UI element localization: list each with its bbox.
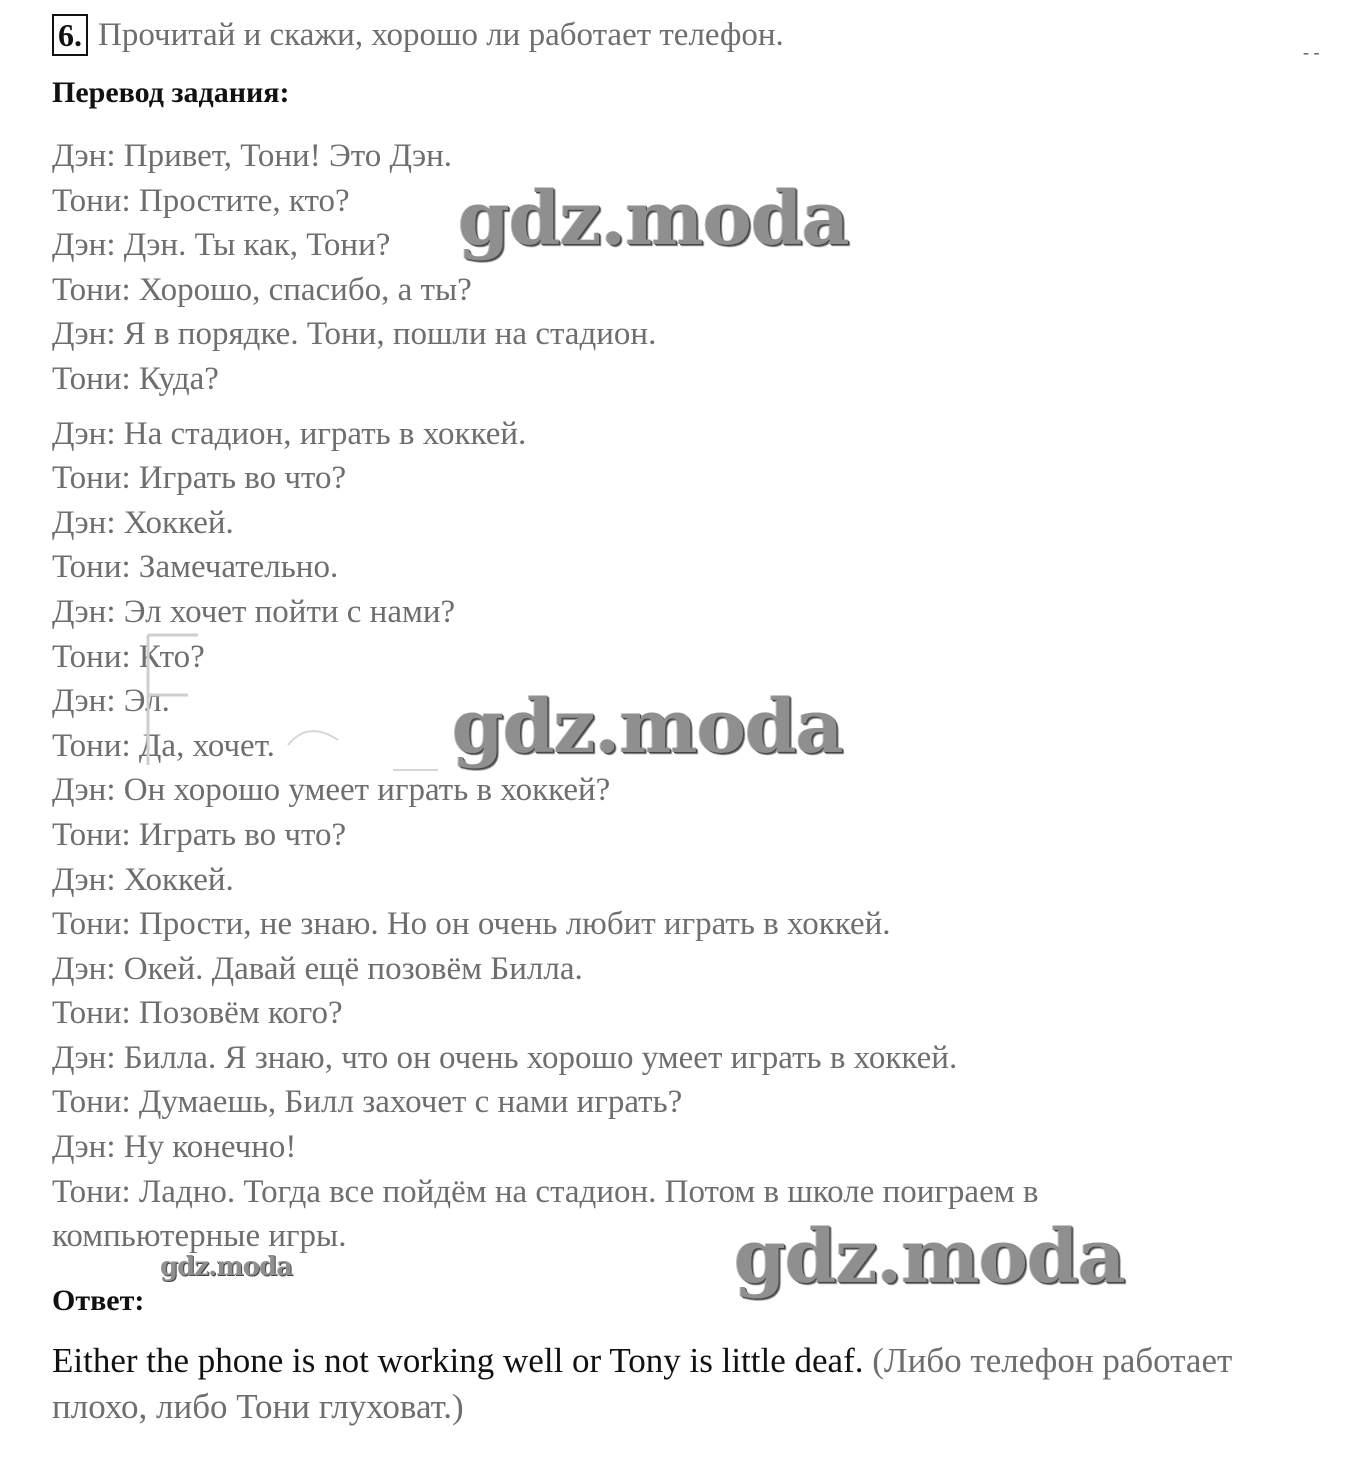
dialogue-line: Тони: Хорошо, спасибо, а ты? (52, 271, 472, 308)
dialogue-line: Тони: Да, хочет. (52, 727, 275, 764)
faint-logo-graphic (138, 625, 458, 775)
dialogue-line: Тони: Прости, не знаю. Но он очень любит играть в хоккей. (52, 906, 891, 943)
task-instruction: Прочитай и скажи, хорошо ли работает телефон. (98, 16, 784, 53)
dialogue-line: Дэн: На стадион, играть в хоккей. (52, 415, 527, 452)
answer (52, 1338, 1252, 1430)
dialogue-line: Тони: Куда? (52, 360, 219, 397)
task-header (52, 14, 784, 56)
dialogue-line: Дэн: Ну конечно! (52, 1129, 297, 1166)
task-number: 6. (52, 14, 88, 56)
watermark-logo-small: gdz.moda (160, 1252, 293, 1282)
dialogue-line: Тони: Играть во что? (52, 460, 347, 497)
dialogue-line: Дэн: Он хорошо умеет играть в хоккей? (52, 772, 611, 809)
answer-english: Either the phone is not working well or Tony is little deaf. (52, 1341, 864, 1380)
watermark-logo: gdz.moda (458, 176, 849, 262)
answer-russian: (Либо телефон работает плохо, либо Тони глуховат.) (52, 1341, 1233, 1426)
dialogue-line: Тони: Думаешь, Билл захочет с нами играть? (52, 1084, 683, 1121)
dialogue-line: Дэн: Эл хочет пойти с нами? (52, 593, 456, 630)
dialogue-line: Дэн: Эл. (52, 683, 170, 720)
answer-heading: Ответ: (52, 1284, 145, 1317)
watermark-logo: gdz.moda (734, 1214, 1125, 1300)
dialogue-line: Тони: Кто? (52, 638, 205, 675)
dialogue-line: Дэн: Билла. Я знаю, что он очень хорошо умеет играть в хоккей. (52, 1039, 958, 1076)
corner-mark: - - (1303, 42, 1320, 62)
dialogue-line: Тони: Позовём кого? (52, 995, 343, 1032)
watermark-logo: gdz.moda (452, 684, 843, 770)
dialogue-line: Тони: Простите, кто? (52, 182, 350, 219)
dialogue-line: Дэн: Дэн. Ты как, Тони? (52, 227, 391, 264)
dialogue-line: Дэн: Окей. Давай ещё позовём Билла. (52, 950, 583, 987)
dialogue-line: Дэн: Я в порядке. Тони, пошли на стадион. (52, 316, 657, 353)
dialogue-line: Тони: Играть во что? (52, 816, 347, 853)
dialogue-line: Дэн: Хоккей. (52, 504, 234, 541)
dialogue-line: Дэн: Хоккей. (52, 861, 234, 898)
dialogue-line: Тони: Ладно. Тогда все пойдём на стадион. Потом в школе поиграем в компьютерные игры. (52, 1173, 1039, 1255)
dialogue-line: Дэн: Привет, Тони! Это Дэн. (52, 138, 453, 174)
translation-heading: Перевод задания: (52, 76, 290, 109)
dialogue-line: Тони: Замечательно. (52, 549, 339, 586)
